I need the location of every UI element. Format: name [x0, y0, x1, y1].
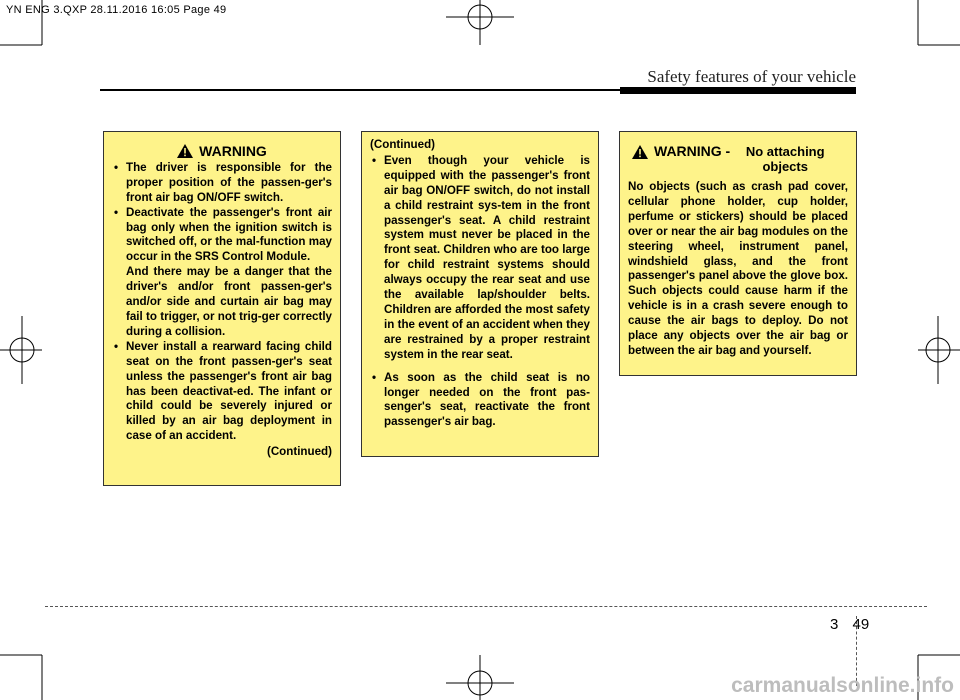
warning-list [370, 154, 590, 430]
warning-box-continued [361, 131, 599, 457]
list-item: • Never install a rearward facing child seat on the front passen-ger's seat unless the passenger's front air bag has been deactivat-ed. The infant or child could be severely injured or killed by an air bag deployment in case of an accident. [112, 340, 332, 444]
watermark: carmanualsonline.info [731, 674, 954, 697]
chapter-number: 3 [830, 616, 839, 633]
warning-triangle-icon [632, 145, 648, 159]
warning-heading-text: WARNING [199, 143, 267, 159]
warning-body: No objects (such as crash pad cover, cellular phone holder, cup holder, perfume or stickers) should be placed over or near the air bag modules on the steering wheel, instrument panel, windshield glass, and the front passenger's panel above the glove box. Such objects could cause harm if the vehicle is in a crash severe enough to cause the air bags to deploy. Do not place any objects over the air bag or between the air bag and yourself. [628, 180, 848, 357]
warning-box-airbag-switch [103, 131, 341, 486]
list-item: • Even though your vehicle is equipped with the passenger's front air bag ON/OFF switch, do not install a child restraint sys-tem in the front passenger's seat. A child restraint system must never be placed in the front seat. Children who are too large for child restraint systems should always occupy the rear seat and use the available lap/shoulder belts. Children are afforded the most safety in the event of an accident when they are restrained by a proper restraint system in the rear seat. [370, 154, 590, 363]
list-item: • The driver is responsible for the proper position of the passen-ger's front air bag ON/OFF switch. [112, 161, 332, 206]
page-number-value: 49 [852, 616, 870, 633]
list-item-text: Deactivate the passenger's front air bag only when the ignition switch is switched off, or the mal-function may occur in the SRS Control Module. [126, 205, 332, 264]
warning-subheading: No attaching objects [745, 144, 825, 174]
list-item-subparagraph: And there may be a danger that the driver's and/or front passen-ger's and/or side and curtain air bag may fail to trigger, or not trig-ger correctly during a collision. [126, 265, 332, 338]
continued-label: (Continued) [370, 138, 436, 151]
list-item [112, 206, 332, 340]
page-number [830, 616, 869, 633]
warning-heading [112, 144, 332, 159]
header-rule-accent [620, 87, 856, 94]
section-title: Safety features of your vehicle [647, 67, 856, 86]
warning-heading [628, 144, 848, 174]
warning-triangle-icon [177, 144, 193, 158]
warning-heading-text: WARNING - [654, 143, 731, 159]
warning-box-no-attaching-objects [619, 131, 857, 376]
footer-rule [45, 606, 927, 607]
list-item: • As soon as the child seat is no longer needed on the front pas-senger's seat, reactivate the front passenger's air bag. [370, 371, 590, 431]
warning-list [112, 161, 332, 444]
continued-label: (Continued) [266, 445, 332, 459]
print-slug: YN ENG 3.QXP 28.11.2016 16:05 Page 49 [6, 4, 227, 16]
